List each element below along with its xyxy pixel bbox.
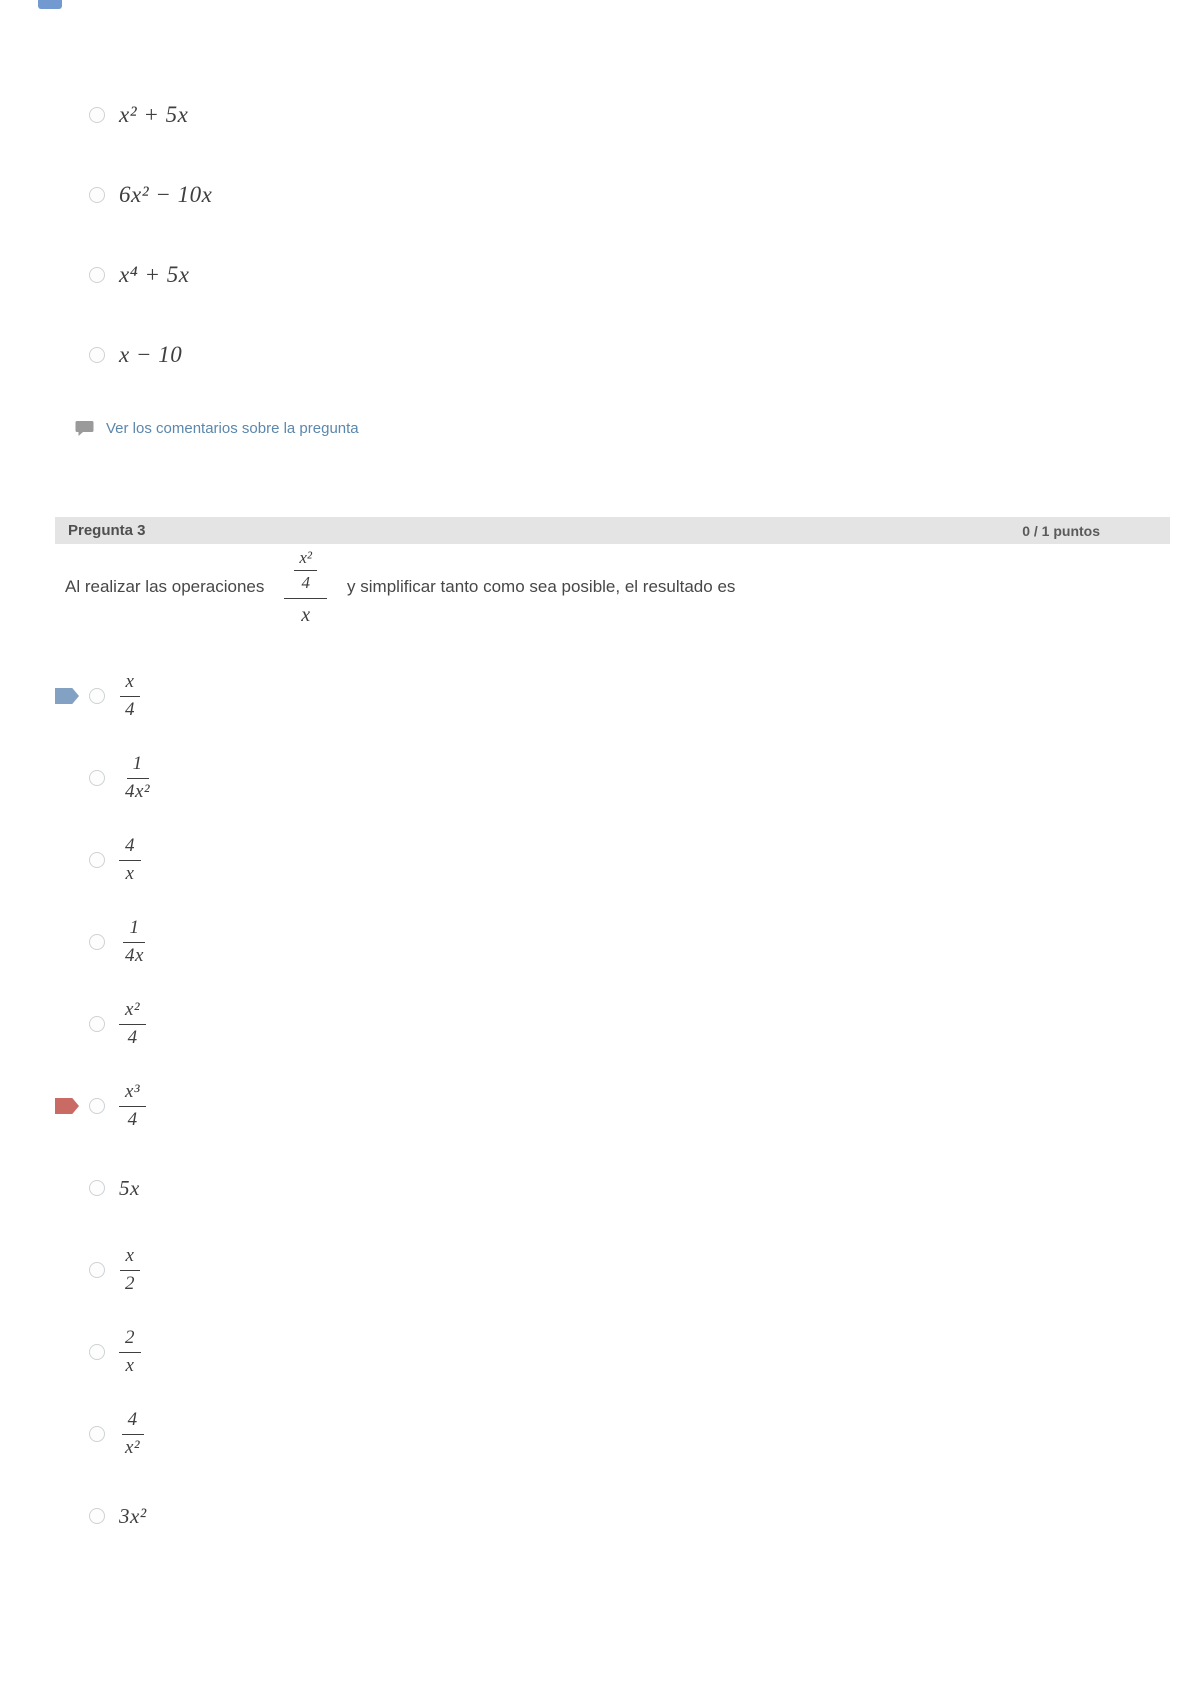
answer-option-row[interactable] [55, 1322, 156, 1382]
answer-option-row[interactable] [55, 666, 156, 726]
answer-option-row[interactable] [55, 1240, 156, 1300]
answer-math: $\frac{x}{4}$ [119, 672, 141, 721]
answer-option-row[interactable] [55, 333, 212, 377]
question-expression: $\frac{\frac{\text{x²}}{4}}{x}$ [284, 548, 327, 627]
answer-math: x⁴ + 5x [119, 262, 190, 287]
answer-option-row[interactable] [55, 1158, 156, 1218]
question3-options [55, 666, 156, 1568]
answer-option-row[interactable] [55, 1404, 156, 1464]
answer-math: 3x² [119, 1503, 147, 1528]
answer-math: 5x [119, 1175, 140, 1200]
answer-math: $\frac{4}{\text{x²}}$ [119, 1410, 146, 1459]
radio-button[interactable] [89, 934, 105, 950]
answer-option-row[interactable] [55, 994, 156, 1054]
answer-math: $\frac{1}{4x}$ [125, 916, 144, 966]
answer-math: x − 10 [119, 342, 183, 367]
answer-option-row[interactable] [55, 173, 212, 217]
radio-button[interactable] [89, 1508, 105, 1524]
prompt-text-before: Al realizar las operaciones [65, 577, 265, 597]
question-title: Pregunta 3 [68, 522, 146, 539]
answer-math: 6x² − 10x [119, 182, 213, 207]
answer-option-row[interactable] [55, 93, 212, 137]
radio-button[interactable] [89, 187, 105, 203]
answer-option-row[interactable] [55, 1486, 156, 1546]
incorrect-answer-arrow-icon [55, 1098, 79, 1114]
question-comments-row [55, 420, 359, 437]
prompt-text-after: y simplificar tanto como sea posible, el resultado es [347, 577, 736, 597]
radio-button[interactable] [89, 1180, 105, 1196]
radio-button[interactable] [89, 688, 105, 704]
radio-button[interactable] [89, 347, 105, 363]
question-points: 0 / 1 puntos [1022, 522, 1100, 539]
answer-option-row[interactable] [55, 253, 212, 297]
radio-button[interactable] [89, 267, 105, 283]
radio-button[interactable] [89, 1098, 105, 1114]
comment-bubble-icon [75, 420, 94, 437]
answer-option-row[interactable] [55, 830, 156, 890]
answer-math: x² + 5x [119, 102, 189, 127]
question-header [55, 517, 1170, 544]
radio-button[interactable] [89, 1344, 105, 1360]
answer-math: $\frac{x}{2}$ [119, 1246, 141, 1295]
answer-math: $\frac{1}{\text{4x²}}$ [125, 752, 151, 802]
correct-answer-arrow-icon [55, 688, 79, 704]
question-comments-link[interactable]: Ver los comentarios sobre la pregunta [106, 420, 359, 437]
radio-button[interactable] [89, 1262, 105, 1278]
answer-math: $\frac{\text{x³}}{4}$ [119, 1082, 146, 1131]
radio-button[interactable] [89, 1426, 105, 1442]
radio-button[interactable] [89, 852, 105, 868]
answer-math: $\frac{4}{x}$ [119, 836, 141, 885]
answer-math: $\frac{\text{x²}}{4}$ [119, 1000, 146, 1049]
radio-button[interactable] [89, 1016, 105, 1032]
radio-button[interactable] [89, 107, 105, 123]
question-prompt [65, 548, 735, 627]
answer-option-row[interactable] [55, 912, 156, 972]
answer-option-row[interactable] [55, 748, 156, 808]
question2-options [55, 93, 212, 413]
answer-math: $\frac{2}{x}$ [119, 1328, 141, 1377]
cutoff-element-fragment [38, 0, 62, 9]
radio-button[interactable] [89, 770, 105, 786]
answer-option-row[interactable] [55, 1076, 156, 1136]
